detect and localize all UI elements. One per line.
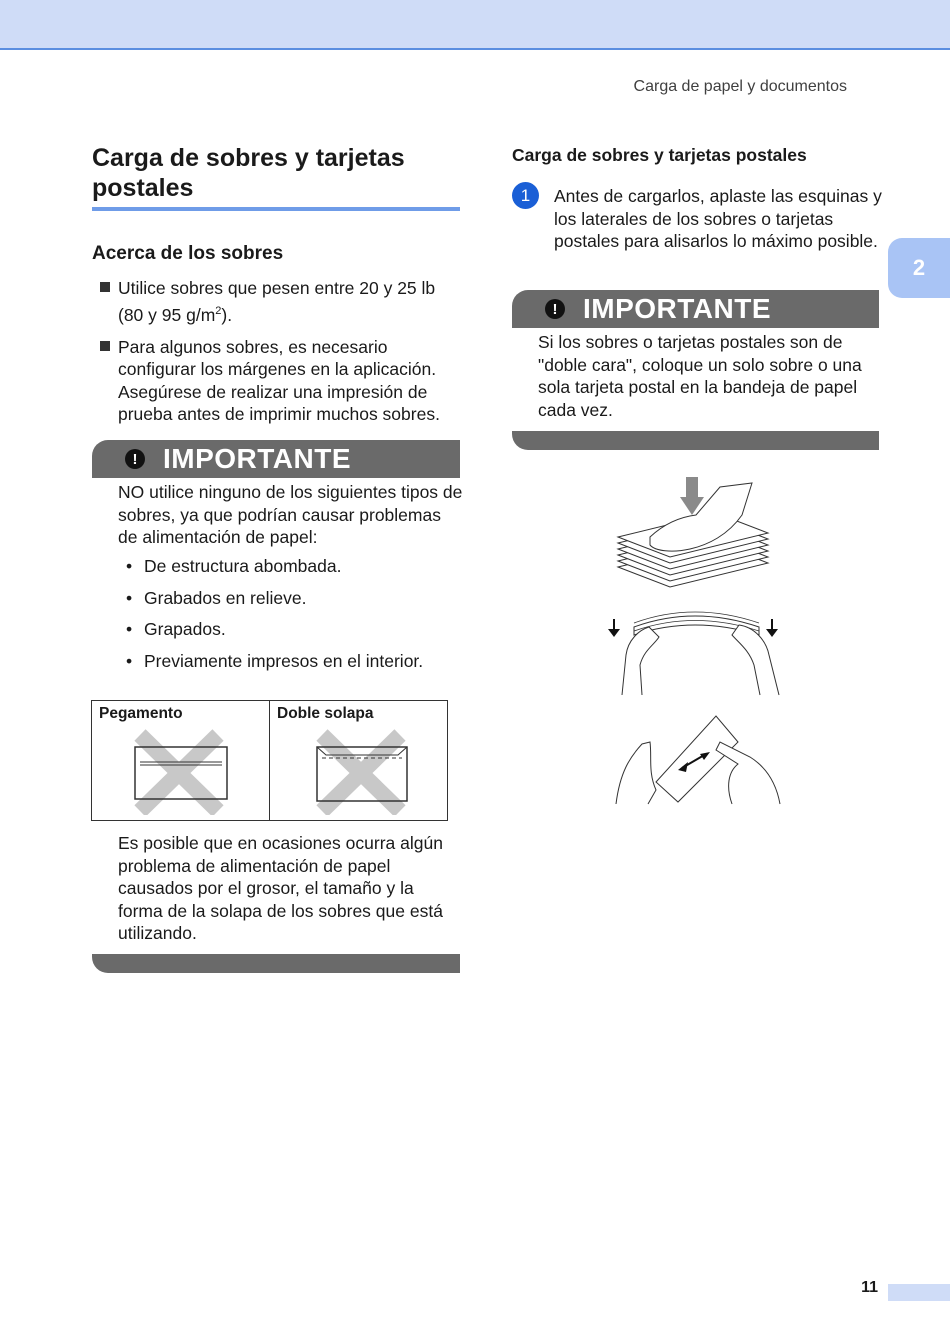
important-title: IMPORTANTE: [163, 443, 352, 474]
double-flap-envelope-crossed-icon: [314, 729, 414, 815]
exclamation-icon: !: [125, 449, 145, 469]
list-item-text: Grabados en relieve.: [144, 587, 307, 608]
important-header-right: [512, 290, 879, 328]
section-title-loading: Carga de sobres y tarjetas postales: [512, 145, 807, 165]
important-header-left: [92, 440, 460, 478]
page-title: Carga de sobres y tarjetas postales: [92, 144, 405, 202]
footer-band: [888, 1284, 950, 1301]
important-footer-left: [92, 954, 460, 973]
bullet1-end: ).: [221, 304, 233, 325]
double-flap-label: Doble solapa: [277, 705, 374, 722]
list-item-text: De estructura abombada.: [144, 556, 342, 576]
bullet2-text: Para algunos sobres, es necesario configurar los márgenes en la aplicación. Asegúrese de realizar una impresión de prueba antes de imprimir muchos sobres.: [118, 336, 440, 425]
important-note: Es posible que en ocasiones ocurra algún problema de alimentación de papel causados por el grosor, el tamaño y la forma de la solapa de los sobres que está utilizando.: [118, 833, 443, 943]
envelope-table: [91, 700, 448, 821]
list-item: [98, 336, 463, 426]
list-item-text: Previamente impresos en el interior.: [144, 650, 424, 671]
square-bullet-icon: [100, 341, 110, 351]
section-title-about-envelopes: Acerca de los sobres: [92, 243, 284, 264]
glue-label: Pegamento: [99, 705, 183, 722]
flex-envelopes-illustration: [604, 605, 784, 700]
bullet1-text: Utilice sobres que pesen entre 20 y 25 lb (80 y 95 g/m: [118, 278, 436, 325]
running-header: Carga de papel y documentos: [633, 78, 847, 95]
table-divider: [269, 701, 270, 820]
page-number: 11: [861, 1279, 878, 1296]
bullet-list: [98, 277, 463, 436]
list-item: [98, 277, 463, 326]
list-item: • Grabados en relieve.: [126, 587, 307, 608]
important-text-right: Si los sobres o tarjetas postales son de "doble cara", coloque un solo sobre o una sola tarjeta postal en la bandeja de papel cada vez.: [538, 332, 862, 420]
list-item: • Grapados.: [126, 619, 226, 639]
list-item: • De estructura abombada.: [126, 556, 342, 576]
step-text: Antes de cargarlos, aplaste las esquinas y los laterales de los sobres o tarjetas postales para alisarlos lo máximo posible.: [554, 186, 882, 251]
unsupported-envelope-list: [126, 555, 423, 681]
title-rule: [92, 207, 460, 211]
list-item-text: Grapados.: [144, 619, 226, 639]
step-number-badge: 1: [512, 182, 539, 209]
important-footer-right: [512, 431, 879, 450]
chapter-tab: 2: [888, 238, 950, 298]
important-title: IMPORTANTE: [583, 293, 772, 324]
important-intro: NO utilice ninguno de los siguientes tipos de sobres, ya que podrían causar problemas de alimentación de papel:: [118, 482, 463, 547]
glue-envelope-crossed-icon: [132, 729, 232, 815]
square-bullet-icon: [100, 282, 110, 292]
exclamation-icon: !: [545, 299, 565, 319]
list-item: • Previamente impresos en el interior.: [126, 650, 424, 671]
superscript: 2: [215, 304, 222, 317]
top-band: [0, 0, 950, 50]
press-envelopes-illustration: [610, 475, 780, 595]
flatten-edges-illustration: [608, 712, 788, 807]
